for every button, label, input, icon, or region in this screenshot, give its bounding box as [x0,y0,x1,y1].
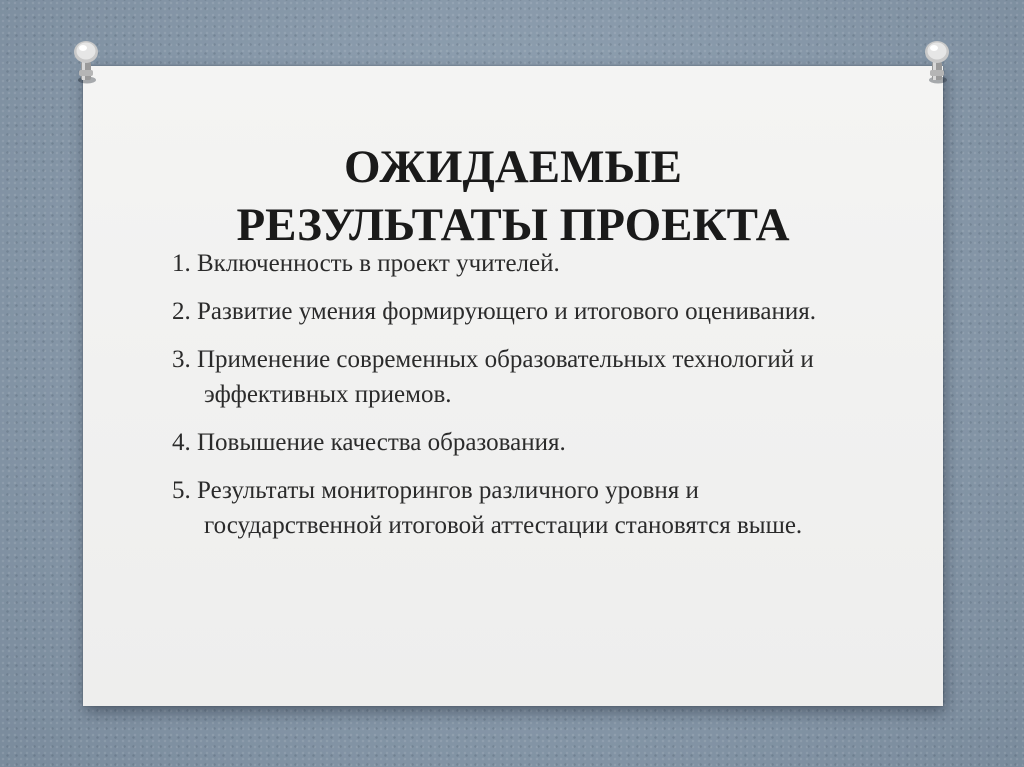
title-line-2: РЕЗУЛЬТАТЫ ПРОЕКТА [236,199,790,251]
pushpin-icon [922,40,952,86]
pushpin-icon [71,40,101,86]
list-item: 2. Развитие умения формирующего и итогового оценивания. [172,298,816,325]
list-item: 4. Повышение качества образования. [172,429,566,456]
list-item: 5. Результаты мониторингов различного уровня и государственной итоговой аттестации становятся выше. [172,477,803,539]
list-item: 1. Включенность в проект учителей. [172,250,560,277]
slide-title [83,138,943,254]
title-line-1: ОЖИДАЕМЫЕ [344,141,682,193]
results-list [172,246,862,556]
list-item: 3. Применение современных образовательных технологий и эффективных приемов. [172,346,814,408]
